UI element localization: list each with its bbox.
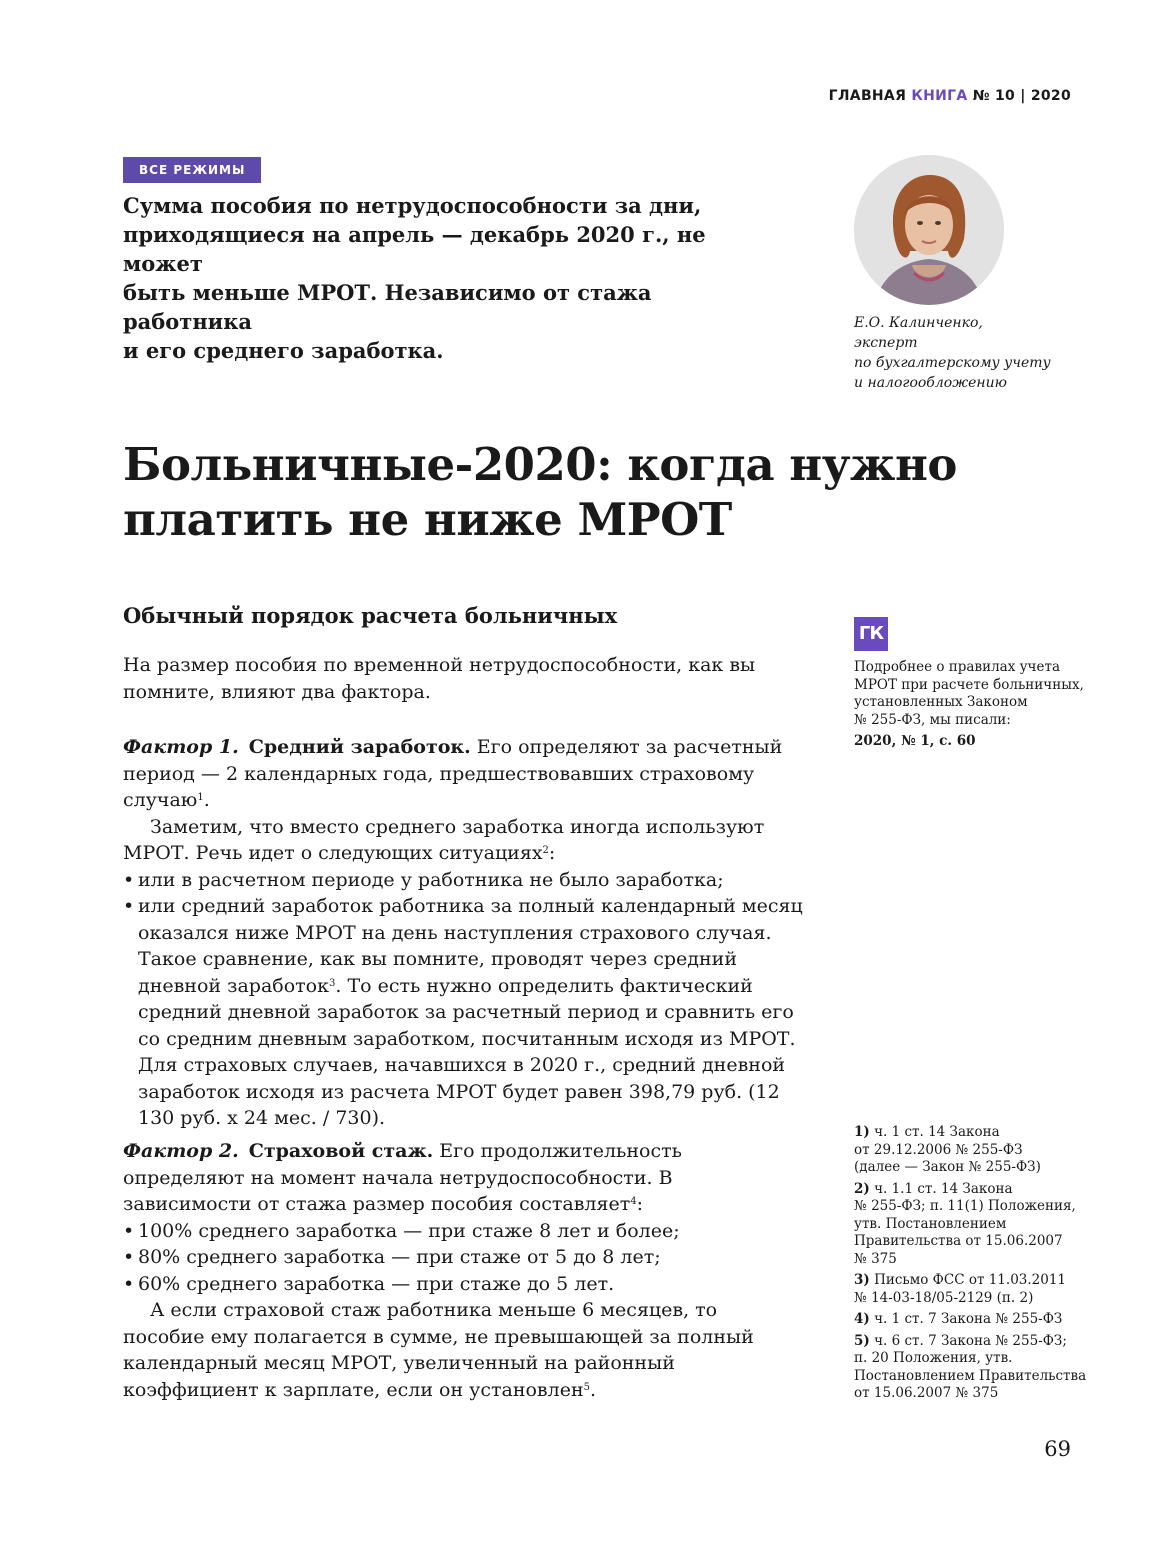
title-line: платить не ниже МРОТ xyxy=(123,493,732,546)
factor-1-text: Его определяют за расчетный период — 2 календарных года, предшествовавших страховому случаю xyxy=(123,736,783,811)
factor-1-label: Фактор 1. xyxy=(123,736,239,758)
side-note-line: № 255-ФЗ, мы писали: xyxy=(854,711,1011,728)
footnote-text: Постановлением Правительства xyxy=(854,1367,1087,1384)
footnote-text: № 375 xyxy=(854,1250,897,1267)
page-number: 69 xyxy=(1044,1437,1071,1461)
factor-1-para2: Заметим, что вместо среднего заработка иногда используют МРОТ. Речь идет о следующих ситуациях xyxy=(123,815,765,864)
list-item: • или в расчетном периоде у работника не было заработка; xyxy=(123,867,803,894)
brand-word-2: КНИГА xyxy=(911,88,968,104)
footnote-item xyxy=(854,1311,1084,1329)
footnote-text: ч. 1 ст. 7 Закона № 255-ФЗ xyxy=(874,1311,1063,1327)
factor-2-text: Его продолжительность определяют на момент начала нетрудоспособности. В зависимости от стажа размер пособия составляет xyxy=(123,1140,682,1215)
factor-1-block: Фактор 1. Средний заработок. Его определяют за расчетный период — 2 календарных года, предшествовавших страховому случаю$^1$. Заметим, что вместо среднего заработка иногда используют МРОТ. Речь идет о следующих ситуациях$^2$: • или в расчетном периоде у работника не было заработка; • или средний заработок работника за полный календарный месяц оказался ниже МРОТ на день наступления страхового случая. Такое сравнение, как вы помните, проводят через средний дневной заработок$^3$. То есть нужно определить фактический средний дневной заработок за расчетный период и сравнить его со средним дневным заработком, посчитанным исходя из МРОТ. Для страховых случаев, начавшихся в 2020 г., средний дневной заработок исходя из расчета МРОТ будет равен 398,79 руб. (12 130 руб. х 24 мес. / 730). xyxy=(123,734,803,1132)
bullet-text: или средний заработок работника за полный календарный месяц оказался ниже МРОТ на день наступления страхового случая. Такое сравнение, как вы помните, проводят через средний дневной заработок xyxy=(138,895,803,997)
list-item xyxy=(123,893,803,1132)
footnote-text: от 15.06.2007 № 375 xyxy=(854,1385,999,1401)
factor-2-heading: Страховой стаж. xyxy=(248,1140,434,1162)
side-note-line: МРОТ при расчете больничных, xyxy=(854,676,1084,693)
footnote-ref: 3 xyxy=(329,977,336,989)
footnote-text: ч. 1.1 ст. 14 Закона xyxy=(874,1180,1013,1197)
side-note xyxy=(854,659,1084,751)
footnote-item xyxy=(854,1332,1087,1403)
footnote-number: 2) xyxy=(854,1180,870,1197)
intro-paragraph xyxy=(123,652,803,705)
lead-line: приходящиеся на апрель — декабрь 2020 г., не может xyxy=(123,222,706,276)
footnote-ref: 5 xyxy=(583,1381,590,1393)
lead-line: Сумма пособия по нетрудоспособности за дни, xyxy=(123,193,702,218)
footnote-number: 4) xyxy=(854,1311,870,1327)
side-note-line: установленных Законом xyxy=(854,694,1028,710)
factor-1-heading: Средний заработок. xyxy=(248,736,471,758)
factor-2-para2: А если страховой стаж работника меньше 6 месяцев, то пособие ему полагается в сумме, не превышающей за полный календарный месяц МРОТ, увеличенный на районный коэффициент к зарплате, если он установлен xyxy=(123,1299,754,1401)
footnote-text: от 29.12.2006 № 255-ФЗ xyxy=(854,1141,1023,1158)
footnote-text: ч. 1 ст. 14 Закона xyxy=(874,1124,1000,1140)
footnote-ref: 1 xyxy=(197,792,204,803)
gk-logo-icon: ГК xyxy=(854,617,888,651)
footnote-item xyxy=(854,1272,1084,1307)
article-title xyxy=(123,437,1023,547)
footnote-item xyxy=(854,1181,1084,1269)
issue-number: № 10 | 2020 xyxy=(972,88,1071,104)
footnote-text: (далее — Закон № 255-ФЗ) xyxy=(854,1159,1041,1175)
intro-text: На размер пособия по временной нетрудоспособности, как вы помните, влияют два фактора. xyxy=(123,654,756,703)
footnote-number: 5) xyxy=(854,1332,870,1349)
running-header xyxy=(829,88,1071,104)
factor-2-block: Фактор 2. Страховой стаж. Его продолжительность определяют на момент начала нетрудоспособности. В зависимости от стажа размер пособия составляет$^4$: • 100% среднего заработка — при стаже 8 лет и более; • 80% среднего заработка — при стаже от 5 до 8 лет; • 60% среднего заработка — при стаже до 5 лет. А если страховой стаж работника меньше 6 месяцев, то пособие ему полагается в сумме, не превышающей за полный календарный месяц МРОТ, увеличенный на районный коэффициент к зарплате, если он установлен$^5$. xyxy=(123,1138,803,1403)
section-heading: Обычный порядок расчета больничных xyxy=(123,603,618,628)
footnote-text: № 255-ФЗ; п. 11(1) Положения, xyxy=(854,1198,1076,1214)
footnote-number: 3) xyxy=(854,1272,870,1288)
list-item: • 60% среднего заработка — при стаже до 5 лет. xyxy=(123,1271,803,1298)
list-item: • 80% среднего заработка — при стаже от 5 до 8 лет; xyxy=(123,1244,803,1271)
footnote-text: Правительства от 15.06.2007 xyxy=(854,1233,1063,1249)
lead-line: быть меньше МРОТ. Независимо от стажа работника xyxy=(123,280,652,334)
author-name: Е.О. Калинченко, xyxy=(854,315,983,331)
author-role-line: и налогообложению xyxy=(854,375,1007,391)
footnote-text: п. 20 Положения, утв. xyxy=(854,1350,1013,1366)
author-photo xyxy=(854,155,1004,305)
category-badge: ВСЕ РЕЖИМЫ xyxy=(123,157,261,183)
bullet-text: . То есть нужно определить фактический средний дневной заработок за расчетный период и сравнить его со средним дневным заработком, посчитанным исходя из МРОТ. Для страховых случаев, начавшихся в 2020 г., средний дневной заработок исходя из расчета МРОТ будет равен 398,79 руб. (12 130 руб. х 24 мес. / 730). xyxy=(138,974,796,1129)
factor-2-label: Фактор 2. xyxy=(123,1140,239,1162)
author-portrait-icon xyxy=(854,155,1004,305)
lead-paragraph xyxy=(123,191,763,365)
brand-word-1: ГЛАВНАЯ xyxy=(828,88,907,104)
side-note-line: Подробнее о правилах учета xyxy=(854,659,1060,675)
footnote-ref: 4 xyxy=(630,1196,637,1207)
footnote-item xyxy=(854,1124,1084,1177)
footnote-text: № 14-03-18/05-2129 (п. 2) xyxy=(854,1289,1034,1306)
author-caption xyxy=(854,313,1084,393)
author-role-line: эксперт xyxy=(854,335,918,351)
lead-line: и его среднего заработка. xyxy=(123,338,444,363)
list-item: • 100% среднего заработка — при стаже 8 лет и более; xyxy=(123,1218,803,1245)
footnote-text: утв. Постановлением xyxy=(854,1215,1007,1232)
author-role-line: по бухгалтерскому учету xyxy=(854,355,1051,371)
title-line: Больничные-2020: когда нужно xyxy=(123,438,957,491)
footnote-number: 1) xyxy=(854,1124,870,1140)
footnote-text: Письмо ФСС от 11.03.2011 xyxy=(874,1272,1067,1288)
footnote-ref: 2 xyxy=(542,845,549,856)
side-note-reference: 2020, № 1, с. 60 xyxy=(854,733,976,749)
footnote-text: ч. 6 ст. 7 Закона № 255-ФЗ; xyxy=(874,1332,1067,1349)
footnotes xyxy=(854,1124,1087,1407)
